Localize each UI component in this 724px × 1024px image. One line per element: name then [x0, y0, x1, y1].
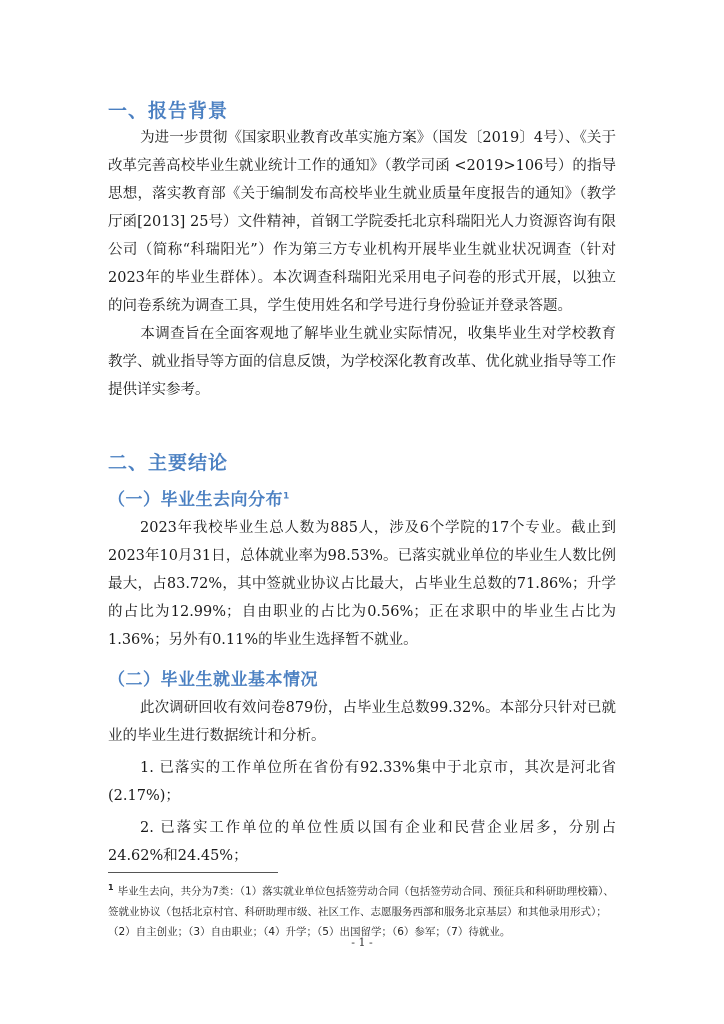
footnote-reference[interactable]: 1 [283, 491, 290, 502]
list-item-text: 2. 已落实工作单位的单位性质以国有企业和民营企业居多，分别占24.62%和24.45%； [108, 820, 616, 864]
footnote-mark: 1 [108, 883, 114, 892]
paragraph-text: 2023年我校毕业生总人数为885人，涉及6个学院的17个专业。截止到2023年10月31日，总体就业率为98.53%。已落实就业单位的毕业生人数比例最大，占83.72%，其中签就业协议占比最大，占毕业生总数的71.86%；升学的占比为12.99%；自由职业的占比为0.56%；正在求职中的毕业生占比为1.36%；另外有0.11%的毕业生选择暂不就业。 [108, 520, 616, 648]
subsection-heading-text: （一）毕业生去向分布 [108, 490, 283, 510]
paragraph-text: 此次调研回收有效问卷879份，占毕业生总数99.32%。本部分只针对已就业的毕业生进行数据统计和分析。 [108, 700, 616, 744]
subsection-heading-destinations [108, 485, 290, 510]
list-item-text: 1. 已落实的工作单位所在省份有92.33%集中于北京市，其次是河北省(2.17%)； [108, 760, 616, 804]
paragraph-background-2 [108, 320, 616, 404]
list-item-1 [108, 754, 616, 810]
paragraph-text: 本调查旨在全面客观地了解毕业生就业实际情况，收集毕业生对学校教育教学、就业指导等方面的信息反馈，为学校深化教育改革、优化就业指导等工作提供详实参考。 [108, 326, 616, 398]
paragraph-survey [108, 694, 616, 750]
footnote-divider [108, 872, 278, 873]
paragraph-background-1 [108, 124, 616, 320]
list-item-2 [108, 814, 616, 870]
section-heading-background: 一、报告背景 [108, 100, 229, 122]
paragraph-text: 为进一步贯彻《国家职业教育改革实施方案》（国发〔2019〕4号）、《关于改革完善高校毕业生就业统计工作的通知》（教学司函 <2019>106号）的指导思想，落实教育部《关于编制发布高校毕业生就业质量年度报告的通知》（教学厅函[2013] 25号）文件精神，首钢工学院委托北京科瑞阳光人力资源咨询有限公司（简称“科瑞阳光”）作为第三方专业机构开展毕业生就业状况调查（针对2023年的毕业生群体）。本次调查科瑞阳光采用电子问卷的形式开展，以独立的问卷系统为调查工具，学生使用姓名和学号进行身份验证并登录答题。 [108, 130, 616, 314]
footnote-text: 毕业生去向，共分为7类：（1）落实就业单位包括签劳动合同（包括签劳动合同、预征兵和科研助理校籍）、签就业协议（包括北京村官、科研助理市级、社区工作、志愿服务西部和服务北京基层）和其他录用形式）；（2）自主创业；（3）自由职业；（4）升学；（5）出国留学；（6）参军；（7）待就业。 [108, 885, 614, 938]
footnote [108, 878, 616, 942]
section-heading-conclusions: 二、主要结论 [108, 452, 229, 474]
subsection-heading-employment-basics: （二）毕业生就业基本情况 [108, 670, 318, 690]
paragraph-destinations [108, 514, 616, 654]
page-number: - 1 - [351, 936, 373, 949]
